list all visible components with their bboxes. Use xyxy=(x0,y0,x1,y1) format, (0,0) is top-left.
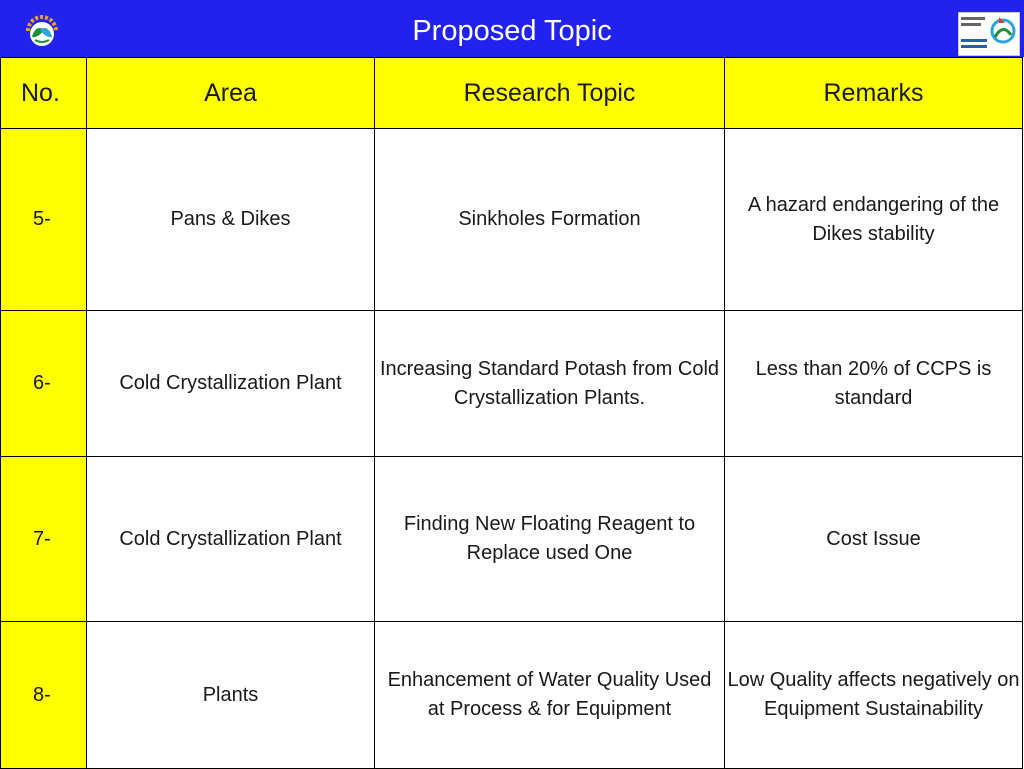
row-number: 8- xyxy=(1,622,87,769)
table-header-row xyxy=(1,58,1023,129)
table-row xyxy=(1,129,1023,311)
row-area: Pans & Dikes xyxy=(87,129,375,311)
table-row xyxy=(1,311,1023,457)
table-row xyxy=(1,622,1023,769)
row-remarks: Low Quality affects negatively on Equipment Sustainability xyxy=(725,622,1023,769)
row-remarks: A hazard endangering of the Dikes stability xyxy=(725,129,1023,311)
column-header-no: No. xyxy=(1,58,87,129)
row-research-topic: Finding New Floating Reagent to Replace used One xyxy=(375,457,725,622)
row-area: Plants xyxy=(87,622,375,769)
row-number: 5- xyxy=(1,129,87,311)
row-research-topic: Enhancement of Water Quality Used at Process & for Equipment xyxy=(375,622,725,769)
column-header-area: Area xyxy=(87,58,375,129)
row-research-topic: Increasing Standard Potash from Cold Crystallization Plants. xyxy=(375,311,725,457)
row-area: Cold Crystallization Plant xyxy=(87,457,375,622)
table-row xyxy=(1,457,1023,622)
research-topics-table xyxy=(0,57,1023,769)
column-header-remarks: Remarks xyxy=(725,58,1023,129)
jump-to-excellence-logo-icon xyxy=(958,12,1020,56)
row-area: Cold Crystallization Plant xyxy=(87,311,375,457)
page-title: Proposed Topic xyxy=(412,15,612,47)
row-remarks: Cost Issue xyxy=(725,457,1023,622)
row-number: 7- xyxy=(1,457,87,622)
row-research-topic: Sinkholes Formation xyxy=(375,129,725,311)
column-header-research-topic: Research Topic xyxy=(375,58,725,129)
row-number: 6- xyxy=(1,311,87,457)
row-remarks: Less than 20% of CCPS is standard xyxy=(725,311,1023,457)
company-emblem-icon xyxy=(22,13,62,49)
